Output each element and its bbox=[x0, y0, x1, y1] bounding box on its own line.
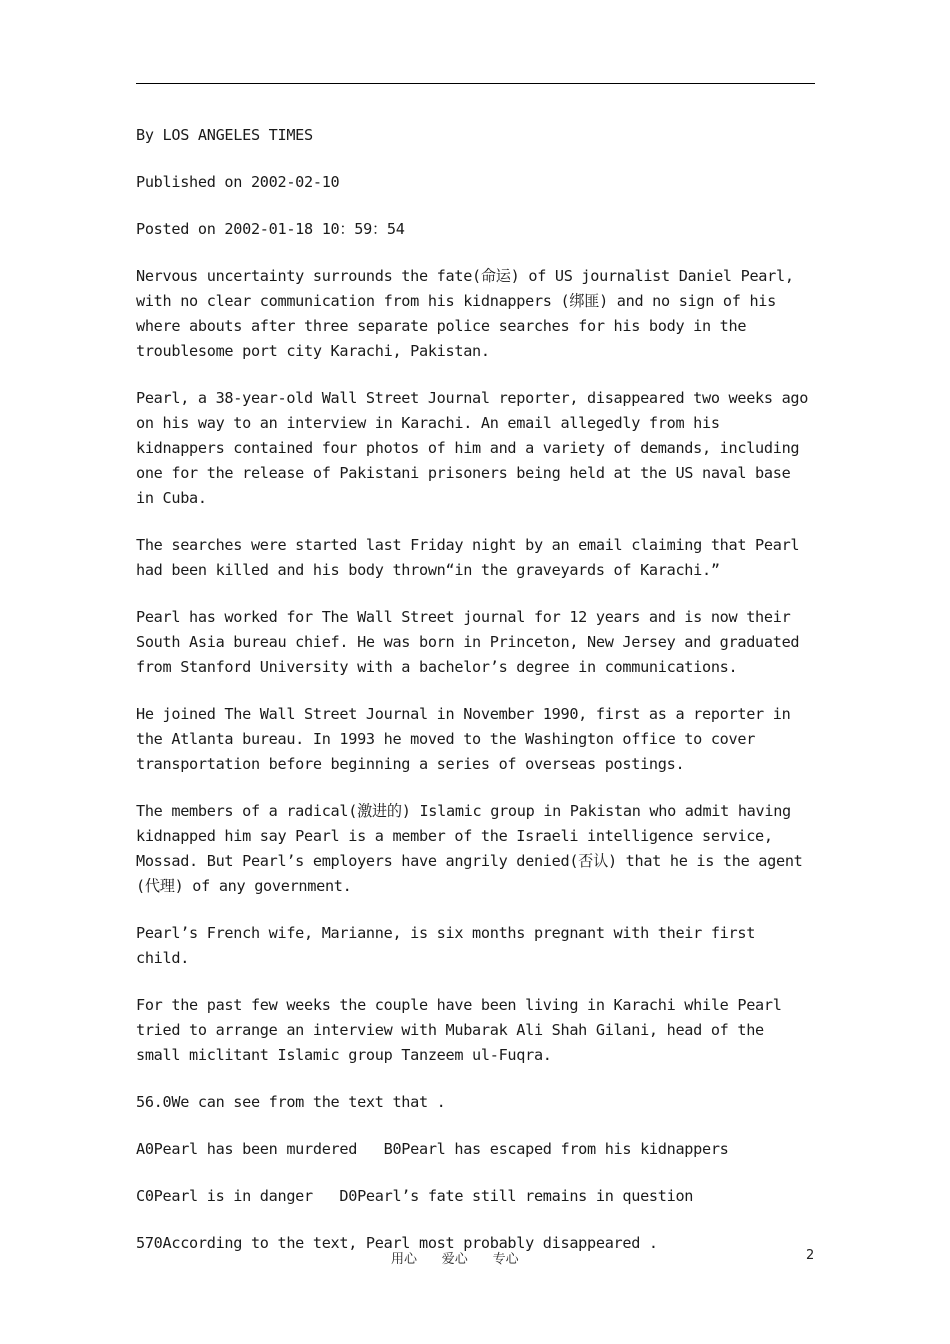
paragraph-6: The members of a radical(激进的) Islamic group in Pakistan who admit having kidnapped him say Pearl is a member of the Israeli intelligence service, Mossad. But Pearl’s employers have angrily denied(否认) that he is the agent (代理) of any government. bbox=[136, 802, 803, 895]
footer-motto: 用心 爱心 专心 bbox=[391, 1252, 519, 1267]
article-body bbox=[136, 123, 816, 1278]
paragraph-3: The searches were started last Friday night by an email claiming that Pearl had been killed and his body thrown“in the graveyards of Karachi.” bbox=[136, 536, 800, 579]
header-rule bbox=[136, 83, 815, 84]
byline: By LOS ANGELES TIMES bbox=[136, 126, 313, 144]
paragraph-1: Nervous uncertainty surrounds the fate(命运) of US journalist Daniel Pearl, with no clear communication from his kidnappers (绑匪) and no sign of his where abouts after three separate police searches for his body in the troublesome port city Karachi, Pakistan. bbox=[136, 267, 794, 360]
question-56-stem: 56.0We can see from the text that . bbox=[136, 1093, 446, 1111]
posted-date: Posted on 2002-01-18 10：59：54 bbox=[136, 220, 405, 238]
paragraph-5: He joined The Wall Street Journal in November 1990, first as a reporter in the Atlanta bureau. In 1993 he moved to the Washington office to cover transportation before beginning a series of overseas postings. bbox=[136, 705, 791, 773]
page-number: 2 bbox=[806, 1248, 815, 1263]
paragraph-8: For the past few weeks the couple have been living in Karachi while Pearl tried to arrange an interview with Mubarak Ali Shah Gilani, head of the small miclitant Islamic group Tanzeem ul-Fuqra. bbox=[136, 996, 782, 1064]
paragraph-7: Pearl’s French wife, Marianne, is six months pregnant with their first child. bbox=[136, 924, 756, 967]
paragraph-4: Pearl has worked for The Wall Street journal for 12 years and is now their South Asia bureau chief. He was born in Princeton, New Jersey and graduated from Stanford University with a bachelor’s degree in communications. bbox=[136, 608, 800, 676]
question-56-options-ab: A0Pearl has been murdered B0Pearl has escaped from his kidnappers bbox=[136, 1140, 729, 1158]
published-date: Published on 2002-02-10 bbox=[136, 173, 340, 191]
question-57-stem: 570According to the text, Pearl most probably disappeared . bbox=[136, 1234, 658, 1252]
question-56-options-cd: C0Pearl is in danger D0Pearl’s fate still remains in question bbox=[136, 1187, 694, 1205]
paragraph-2: Pearl, a 38-year-old Wall Street Journal reporter, disappeared two weeks ago on his way to an interview in Karachi. An email allegedly from his kidnappers contained four photos of him and a variety of demands, including one for the release of Pakistani prisoners being held at the US naval base in Cuba. bbox=[136, 389, 809, 507]
